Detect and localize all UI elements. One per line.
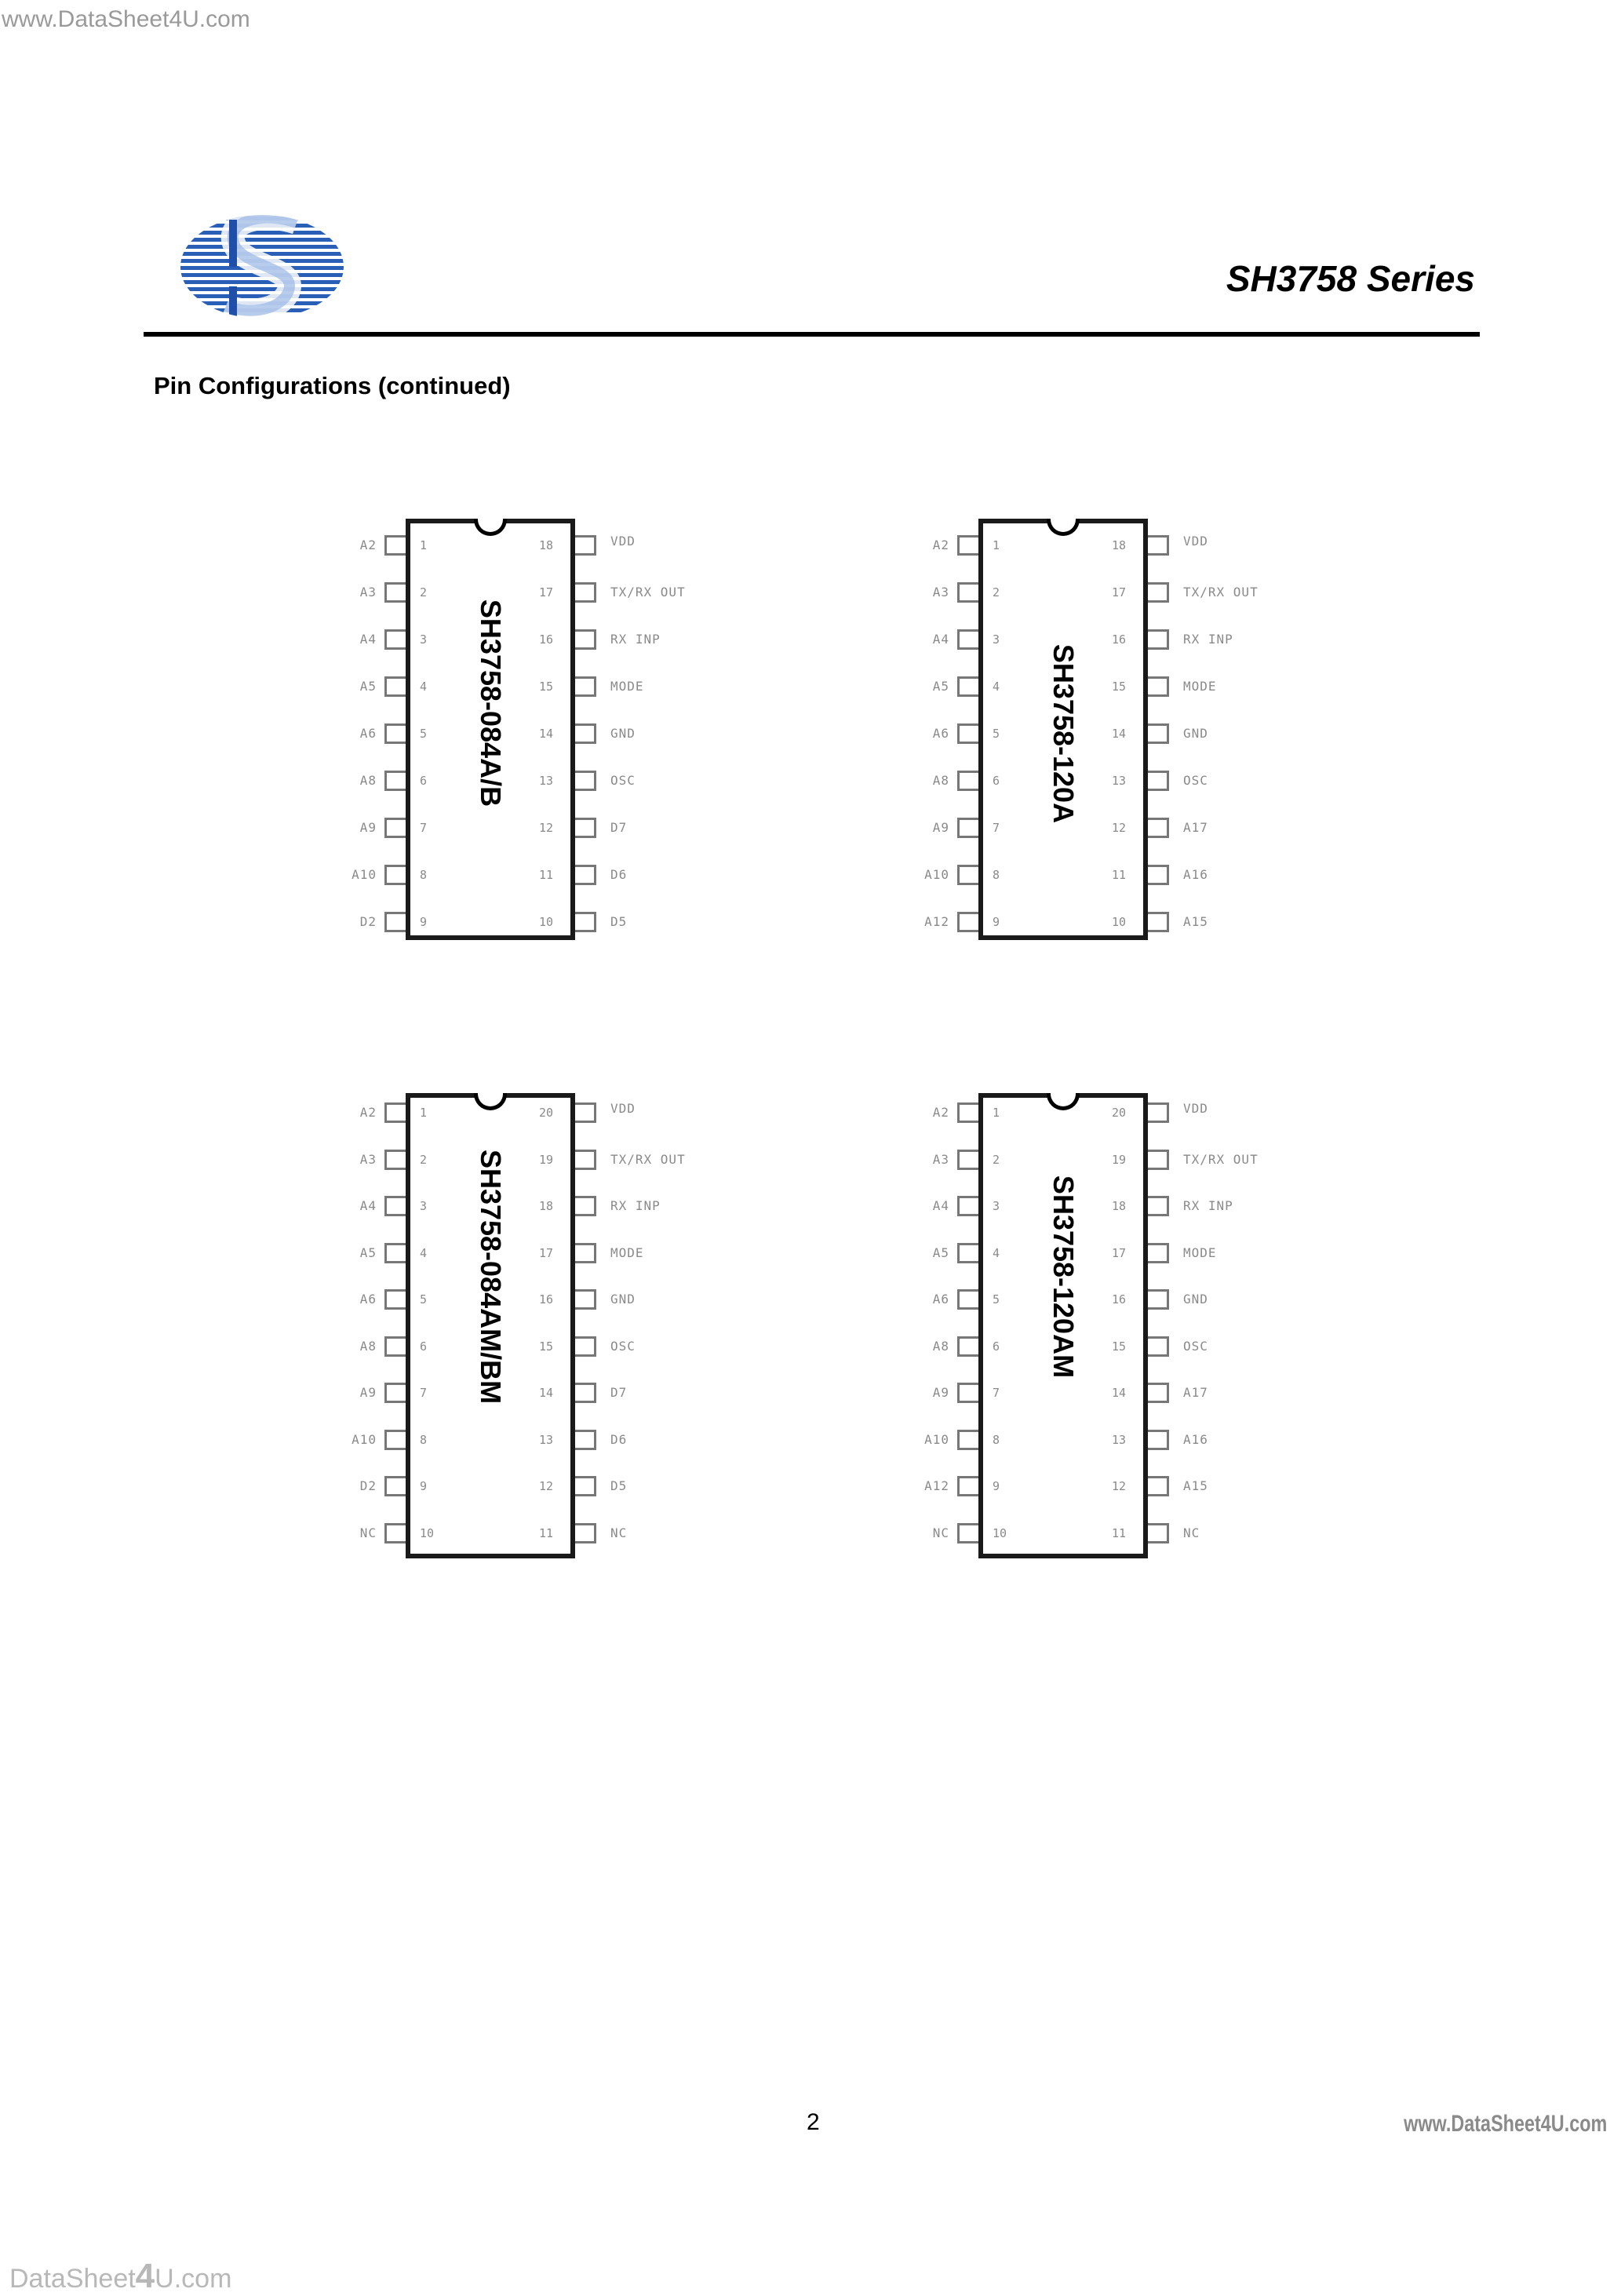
pin-label-left: A8 (932, 773, 949, 788)
pin-number-left: 8 (993, 1432, 1000, 1447)
pin-number-left: 8 (420, 1432, 428, 1447)
pin-label-left: NC (359, 1525, 377, 1540)
pin-label-left: A12 (924, 914, 949, 929)
pin-label-left: A4 (932, 1198, 949, 1213)
pin-number-left: 4 (993, 680, 1000, 694)
pin-label-right: NC (610, 1525, 628, 1540)
pin-label-right: GND (1183, 726, 1208, 741)
pin-number-left: 3 (993, 1199, 1000, 1213)
pin-number-right: 19 (539, 1152, 554, 1167)
pin-pad-left (957, 1383, 978, 1403)
pin-label-right: OSC (1183, 773, 1208, 788)
pin-pad-left (384, 818, 406, 838)
pin-pad-right (575, 865, 596, 885)
pin-pad-right (575, 582, 596, 603)
watermark-bottom-suffix: U.com (155, 2264, 232, 2294)
pin-number-right: 15 (1112, 1339, 1127, 1354)
pin-label-right: GND (610, 1292, 636, 1307)
pin-pad-left (384, 1289, 406, 1310)
pin-label-right: A17 (1183, 820, 1208, 835)
pin-pad-right (1148, 1383, 1169, 1403)
pin-pad-right (575, 1289, 596, 1310)
watermark-bottom-four: 4 (135, 2257, 155, 2295)
pin-pad-left (957, 912, 978, 932)
pin-number-right: 18 (1112, 1199, 1127, 1213)
pin-number-right: 14 (1112, 727, 1127, 741)
pin-pad-left (384, 1102, 406, 1123)
pin-number-left: 7 (420, 1386, 428, 1400)
pin-label-left: A10 (352, 1431, 377, 1447)
pin-label-right: TX/RX OUT (1183, 1151, 1259, 1167)
pin-number-left: 1 (993, 1106, 1000, 1120)
pin-number-left: 3 (420, 1199, 428, 1213)
pin-number-right: 20 (539, 1106, 554, 1120)
pin-label-left: A4 (359, 1198, 377, 1213)
pin-label-left: A5 (932, 1245, 949, 1260)
pin-label-right: RX INP (1183, 1198, 1233, 1213)
pin-number-right: 17 (539, 585, 554, 600)
pin-number-left: 5 (993, 1292, 1000, 1307)
pin-pad-left (384, 1523, 406, 1543)
pin-label-right: TX/RX OUT (610, 585, 686, 600)
pin-label-right: VDD (610, 534, 636, 548)
pin-pad-left (384, 629, 406, 650)
pin-label-left: A8 (359, 773, 377, 788)
pin-pad-left (957, 582, 978, 603)
pin-pad-left (384, 865, 406, 885)
pin-label-left: A9 (932, 1385, 949, 1400)
page-number: 2 (807, 2109, 820, 2135)
pin-number-right: 10 (1112, 915, 1127, 929)
pin-number-right: 13 (539, 1432, 554, 1447)
pin-number-right: 13 (539, 774, 554, 788)
pin-pad-right (575, 1476, 596, 1496)
pin-number-left: 3 (993, 632, 1000, 647)
chip-part-number: SH3758-084AM/BM (475, 1149, 507, 1405)
pin-pad-right (1148, 1150, 1169, 1170)
pin-pad-right (1148, 1476, 1169, 1496)
pin-label-right: VDD (610, 1101, 636, 1116)
pin-number-left: 1 (420, 1106, 428, 1120)
pin-number-left: 8 (420, 868, 428, 882)
pin-label-right: A16 (1183, 867, 1208, 882)
pin-number-left: 1 (993, 538, 1000, 552)
pin-label-left: A5 (359, 1245, 377, 1260)
pin-pad-left (384, 535, 406, 556)
pin-pad-left (384, 723, 406, 744)
pin-number-right: 19 (1112, 1152, 1127, 1167)
pin-label-left: A2 (359, 538, 377, 552)
pin-number-right: 18 (1112, 538, 1127, 552)
pin-label-left: A2 (359, 1105, 377, 1120)
pin-number-right: 16 (1112, 1292, 1127, 1307)
pin-label-right: D5 (610, 1478, 628, 1493)
pin-number-right: 10 (539, 915, 554, 929)
pin-label-left: A5 (359, 679, 377, 694)
chip-part-number: SH3758-120A (1047, 643, 1080, 824)
pin-label-left: A6 (359, 1292, 377, 1307)
pin-label-left: A9 (359, 820, 377, 835)
pin-pad-left (384, 1430, 406, 1450)
pin-label-left: A6 (932, 1292, 949, 1307)
pin-label-right: NC (1183, 1525, 1200, 1540)
pin-number-left: 7 (420, 821, 428, 835)
pin-pad-left (957, 1196, 978, 1216)
pin-pad-left (957, 771, 978, 791)
pin-pad-right (1148, 818, 1169, 838)
pin-label-left: A6 (932, 726, 949, 741)
watermark-top-link[interactable]: www.DataSheet4U.com (2, 6, 250, 32)
pin-pad-left (384, 1196, 406, 1216)
pin-number-right: 12 (1112, 821, 1127, 835)
pin-pad-right (575, 818, 596, 838)
pin-label-left: A10 (352, 867, 377, 882)
pin-label-right: GND (610, 726, 636, 741)
pin-pad-left (384, 1150, 406, 1170)
pin-label-left: A3 (932, 585, 949, 600)
pin-label-right: MODE (1183, 1245, 1217, 1260)
pin1-notch-marker (1047, 519, 1080, 536)
pin-label-right: OSC (610, 1338, 636, 1354)
pin-number-right: 16 (539, 1292, 554, 1307)
pin-pad-right (575, 771, 596, 791)
pin-label-right: GND (1183, 1292, 1208, 1307)
pin-label-left: A2 (932, 538, 949, 552)
pin-number-left: 4 (993, 1245, 1000, 1260)
pin-number-right: 11 (1112, 868, 1127, 882)
pin-number-left: 5 (420, 1292, 428, 1307)
header-rule-divider (144, 332, 1480, 337)
pin-label-left: A9 (932, 820, 949, 835)
pin-number-right: 11 (539, 1525, 554, 1540)
pin-pad-right (1148, 629, 1169, 650)
pin-pad-left (957, 1289, 978, 1310)
pin-label-left: A8 (932, 1338, 949, 1354)
company-logo-icon (179, 212, 345, 322)
pin-pad-right (575, 1196, 596, 1216)
pin-number-left: 2 (420, 585, 428, 600)
pin-number-left: 5 (993, 727, 1000, 741)
pin1-notch-marker (474, 519, 507, 536)
section-title: Pin Configurations (continued) (154, 372, 511, 399)
pin-label-right: A15 (1183, 1478, 1208, 1493)
pin-number-right: 15 (539, 680, 554, 694)
pin-label-left: A8 (359, 1338, 377, 1354)
pin-pad-left (957, 818, 978, 838)
pin-number-left: 5 (420, 727, 428, 741)
pin-label-right: A15 (1183, 914, 1208, 929)
pin-pad-right (1148, 1336, 1169, 1357)
pin-label-right: A17 (1183, 1385, 1208, 1400)
pin-pad-left (957, 676, 978, 697)
pin-number-left: 2 (420, 1152, 428, 1167)
pin-pad-left (957, 1102, 978, 1123)
pin-number-left: 7 (993, 1386, 1000, 1400)
pin-pad-left (957, 629, 978, 650)
pin-number-right: 12 (539, 821, 554, 835)
pin-pad-right (1148, 1196, 1169, 1216)
pin-number-right: 14 (539, 1386, 554, 1400)
pin-number-right: 12 (539, 1479, 554, 1493)
pin-label-left: D2 (359, 914, 377, 929)
pin-pad-left (384, 771, 406, 791)
pin-label-right: D5 (610, 914, 628, 929)
pin-pad-right (575, 1430, 596, 1450)
pin-number-right: 17 (1112, 1245, 1127, 1260)
pin-pad-right (575, 1383, 596, 1403)
pin-label-right: OSC (610, 773, 636, 788)
pin-label-left: A9 (359, 1385, 377, 1400)
pin-pad-right (1148, 582, 1169, 603)
pin-number-left: 9 (993, 1479, 1000, 1493)
pin-pad-left (957, 1336, 978, 1357)
pin-pad-left (384, 676, 406, 697)
pin-pad-left (957, 1243, 978, 1263)
pin-number-right: 13 (1112, 774, 1127, 788)
pin-number-left: 9 (420, 915, 428, 929)
pin-number-right: 17 (1112, 585, 1127, 600)
pin-label-right: MODE (1183, 679, 1217, 694)
pin-label-left: A10 (924, 1431, 949, 1447)
pin-number-right: 11 (1112, 1525, 1127, 1540)
pin-pad-right (1148, 912, 1169, 932)
pin-pad-left (957, 1476, 978, 1496)
pin-number-right: 17 (539, 1245, 554, 1260)
pin-pad-right (575, 723, 596, 744)
pin-pad-left (384, 1336, 406, 1357)
pin-pad-right (575, 1102, 596, 1123)
pin-pad-right (575, 1243, 596, 1263)
pin-number-right: 13 (1112, 1432, 1127, 1447)
pin-pad-right (1148, 535, 1169, 556)
pin-label-right: VDD (1183, 1101, 1208, 1116)
pin-label-right: RX INP (610, 632, 661, 647)
watermark-bottom-link[interactable] (9, 2257, 231, 2296)
pin-pad-right (1148, 1430, 1169, 1450)
pin-number-left: 2 (993, 585, 1000, 600)
watermark-bottom-prefix: DataSheet (9, 2264, 136, 2294)
pin-pad-right (1148, 1523, 1169, 1543)
pin-pad-right (575, 1150, 596, 1170)
pin1-notch-marker (1047, 1093, 1080, 1110)
pin-number-left: 10 (993, 1525, 1007, 1540)
pin-label-right: TX/RX OUT (1183, 585, 1259, 600)
pin-label-left: A3 (932, 1151, 949, 1167)
pin-number-right: 12 (1112, 1479, 1127, 1493)
chip-part-number: SH3758-120AM (1047, 1175, 1080, 1379)
pin-number-right: 11 (539, 868, 554, 882)
pin-label-left: A2 (932, 1105, 949, 1120)
pin-pad-right (1148, 1102, 1169, 1123)
pin-pad-left (384, 1383, 406, 1403)
pin-pad-right (1148, 676, 1169, 697)
pin-pad-right (575, 676, 596, 697)
pin-pad-right (575, 912, 596, 932)
pin-label-left: A3 (359, 1151, 377, 1167)
pin-pad-left (384, 582, 406, 603)
pin-label-right: D6 (610, 867, 628, 882)
pin-label-right: RX INP (610, 1198, 661, 1213)
pin-pad-left (384, 1476, 406, 1496)
pin-pad-right (575, 629, 596, 650)
pin-label-left: A12 (924, 1478, 949, 1493)
pin-number-left: 9 (993, 915, 1000, 929)
pin-pad-left (957, 1430, 978, 1450)
pin-label-left: A4 (932, 632, 949, 647)
watermark-footer-link[interactable]: www.DataSheet4U.com (1403, 2111, 1607, 2137)
series-title: SH3758 Series (1226, 258, 1475, 299)
pin-label-right: OSC (1183, 1338, 1208, 1354)
pin-number-right: 18 (539, 1199, 554, 1213)
pin-pad-right (1148, 1289, 1169, 1310)
pin-label-left: A6 (359, 726, 377, 741)
pin-label-left: A10 (924, 867, 949, 882)
pin-number-left: 9 (420, 1479, 428, 1493)
pin-label-right: A16 (1183, 1431, 1208, 1447)
pin-label-right: VDD (1183, 534, 1208, 548)
pin-number-right: 16 (1112, 632, 1127, 647)
pin-label-left: NC (932, 1525, 949, 1540)
pin-pad-left (957, 535, 978, 556)
pin-number-left: 1 (420, 538, 428, 552)
pin-pad-left (384, 1243, 406, 1263)
pin-number-left: 6 (993, 1339, 1000, 1354)
pin-pad-left (957, 723, 978, 744)
pin-number-left: 4 (420, 1245, 428, 1260)
pin-pad-left (957, 1523, 978, 1543)
pin-number-right: 20 (1112, 1106, 1127, 1120)
pin-number-left: 8 (993, 868, 1000, 882)
pin-label-right: D7 (610, 1385, 628, 1400)
pin-pad-right (1148, 865, 1169, 885)
pin-number-left: 3 (420, 632, 428, 647)
pin-label-left: A3 (359, 585, 377, 600)
pin-number-left: 6 (993, 774, 1000, 788)
pin-pad-left (384, 912, 406, 932)
pin-label-right: MODE (610, 679, 644, 694)
pin-number-left: 6 (420, 774, 428, 788)
pin-pad-right (1148, 771, 1169, 791)
pin-pad-right (1148, 1243, 1169, 1263)
pin-number-left: 6 (420, 1339, 428, 1354)
pin-label-right: D7 (610, 820, 628, 835)
pin-number-right: 18 (539, 538, 554, 552)
pin-label-right: MODE (610, 1245, 644, 1260)
pin-label-right: TX/RX OUT (610, 1151, 686, 1167)
pin-number-right: 15 (1112, 680, 1127, 694)
pin-number-left: 10 (420, 1525, 435, 1540)
pin-label-left: A5 (932, 679, 949, 694)
pin-pad-right (575, 1336, 596, 1357)
pin-pad-right (1148, 723, 1169, 744)
pin-label-right: D6 (610, 1431, 628, 1447)
pin-pad-left (957, 1150, 978, 1170)
pin-number-left: 2 (993, 1152, 1000, 1167)
pin-pad-left (957, 865, 978, 885)
pin-number-left: 4 (420, 680, 428, 694)
pin-label-right: RX INP (1183, 632, 1233, 647)
pin-number-left: 7 (993, 821, 1000, 835)
pin1-notch-marker (474, 1093, 507, 1110)
pin-number-right: 16 (539, 632, 554, 647)
pin-pad-right (575, 535, 596, 556)
chip-part-number: SH3758-084A/B (475, 599, 507, 807)
pin-label-left: D2 (359, 1478, 377, 1493)
pin-number-right: 15 (539, 1339, 554, 1354)
pin-label-left: A4 (359, 632, 377, 647)
pin-number-right: 14 (1112, 1386, 1127, 1400)
pin-pad-right (575, 1523, 596, 1543)
pin-number-right: 14 (539, 727, 554, 741)
